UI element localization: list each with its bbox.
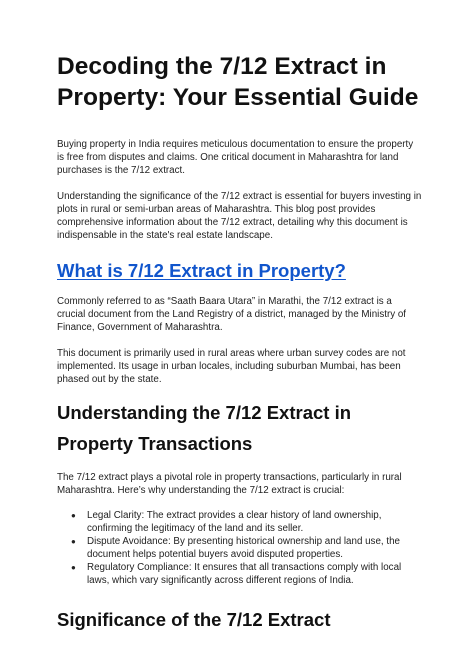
section1-paragraph-2: This document is primarily used in rural areas where urban survey codes are not implemented. Its usage in urban locales, including suburban Mumbai, has been phased out by the state. — [57, 348, 406, 385]
list-item-text: Regulatory Compliance: It ensures that all transactions comply with local laws, which vary significantly across different regions of India. — [87, 562, 402, 586]
list-item — [71, 535, 422, 561]
section1-paragraph-1: Commonly referred to as “Saath Baara Utara” in Marathi, the 7/12 extract is a crucial document from the Land Registry of a district, managed by the Ministry of Finance, Government of Maharashtra. — [57, 296, 407, 333]
list-item-text: Legal Clarity: The extract provides a clear history of land ownership, confirming the legitimacy of the land and its seller. — [87, 510, 382, 534]
bullet-list — [57, 509, 422, 587]
section-heading-significance: Significance of the 7/12 Extract — [57, 609, 331, 630]
list-item-text: Dispute Avoidance: By presenting historical ownership and land use, the document helps potential buyers avoid disputed properties. — [87, 536, 400, 560]
page-title: Decoding the 7/12 Extract in Property: Your Essential Guide — [57, 53, 419, 111]
bullet-icon: ● — [71, 563, 76, 572]
section-heading-what-is-link[interactable]: What is 7/12 Extract in Property? — [57, 260, 346, 281]
list-item — [71, 561, 422, 587]
bullet-icon: ● — [71, 537, 76, 546]
section2-intro-paragraph: The 7/12 extract plays a pivotal role in property transactions, particularly in rural Maharashtra. Here’s why understanding the 7/12 extract is crucial: — [57, 472, 402, 496]
intro-paragraph-1: Buying property in India requires meticulous documentation to ensure the property is free from disputes and claims. One critical document in Maharashtra for land purchases is the 7/12 extract. — [57, 139, 414, 176]
section-heading-understanding: Understanding the 7/12 Extract in Property Transactions — [57, 402, 352, 454]
bullet-icon: ● — [71, 511, 76, 520]
list-item — [71, 509, 422, 535]
intro-paragraph-2: Understanding the significance of the 7/12 extract is essential for buyers investing in plots in rural or semi-urban areas of Maharashtra. This blog post provides comprehensive information about the 7/12 extract, detailing why this document is indispensable in the state's real estate landscape. — [57, 191, 422, 241]
